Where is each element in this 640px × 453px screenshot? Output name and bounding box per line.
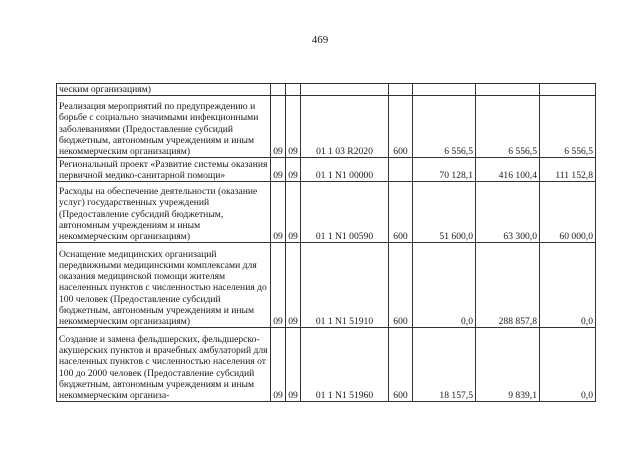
expense-type-code: 600 (389, 328, 413, 402)
page-number: 469 (311, 34, 329, 46)
table-row (57, 328, 596, 402)
amount-year-3: 6 556,5 (540, 96, 596, 158)
target-article-code: 01 1 N1 51910 (301, 243, 389, 328)
target-article-code: 01 1 N1 51960 (301, 328, 389, 402)
subsection-code: 09 (286, 96, 301, 158)
section-code: 09 (271, 182, 286, 243)
row-name: Расходы на обеспечение деятельности (оказание услуг) государственных учреждений (Предоставление субсидий бюджетным, автономным учреждениям и иным некоммерческим организациям) (57, 182, 271, 243)
subsection-code: 09 (286, 182, 301, 243)
expense-type-code: 600 (389, 96, 413, 158)
row-name: Региональный проект «Развитие системы оказания первичной медико-санитарной помощи» (57, 158, 271, 182)
table-row (57, 158, 596, 182)
expense-type-code (389, 84, 413, 96)
expense-type-code (389, 158, 413, 182)
target-article-code: 01 1 03 R2020 (301, 96, 389, 158)
expense-type-code: 600 (389, 182, 413, 243)
table-row (57, 182, 596, 243)
subsection-code (286, 84, 301, 96)
row-name: Реализация мероприятий по предупреждению и борьбе с социально значимыми инфекционными заболеваниями (Предоставление субсидий бюджетным, автономным учреждениям и иным некоммерческим организациям) (57, 96, 271, 158)
subsection-code: 09 (286, 328, 301, 402)
amount-year-3: 60 000,0 (540, 182, 596, 243)
section-code: 09 (271, 243, 286, 328)
amount-year-2: 6 556,5 (476, 96, 540, 158)
budget-table (56, 83, 596, 402)
target-article-code: 01 1 N1 00590 (301, 182, 389, 243)
row-name: Создание и замена фельдшерских, фельдшерско-акушерских пунктов и врачебных амбулаторий для населенных пунктов с численностью населения от 100 до 2000 человек (Предоставление субсидий бюджетным, автономным учреждениям и иным некоммерческим организа- (57, 328, 271, 402)
target-article-code: 01 1 N1 00000 (301, 158, 389, 182)
subsection-code: 09 (286, 158, 301, 182)
table-row (57, 84, 596, 96)
amount-year-1 (413, 84, 476, 96)
table-row (57, 243, 596, 328)
section-code (271, 84, 286, 96)
table-row (57, 96, 596, 158)
section-code: 09 (271, 328, 286, 402)
amount-year-3: 111 152,8 (540, 158, 596, 182)
section-code: 09 (271, 96, 286, 158)
row-name: ческим организациям) (57, 84, 271, 96)
amount-year-1: 0,0 (413, 243, 476, 328)
amount-year-3 (540, 84, 596, 96)
amount-year-2 (476, 84, 540, 96)
amount-year-2: 9 839,1 (476, 328, 540, 402)
subsection-code: 09 (286, 243, 301, 328)
row-name: Оснащение медицинских организаций передвижными медицинскими комплексами для оказания медицинской помощи жителям населенных пунктов с численностью населения до 100 человек (Предоставление субсидий бюджетным, автономным учреждениям и иным некоммерческим организациям) (57, 243, 271, 328)
amount-year-3: 0,0 (540, 243, 596, 328)
amount-year-2: 63 300,0 (476, 182, 540, 243)
amount-year-1: 6 556,5 (413, 96, 476, 158)
amount-year-2: 416 100,4 (476, 158, 540, 182)
amount-year-3: 0,0 (540, 328, 596, 402)
amount-year-1: 70 128,1 (413, 158, 476, 182)
amount-year-1: 51 600,0 (413, 182, 476, 243)
target-article-code (301, 84, 389, 96)
expense-type-code: 600 (389, 243, 413, 328)
amount-year-1: 18 157,5 (413, 328, 476, 402)
amount-year-2: 288 857,8 (476, 243, 540, 328)
section-code: 09 (271, 158, 286, 182)
